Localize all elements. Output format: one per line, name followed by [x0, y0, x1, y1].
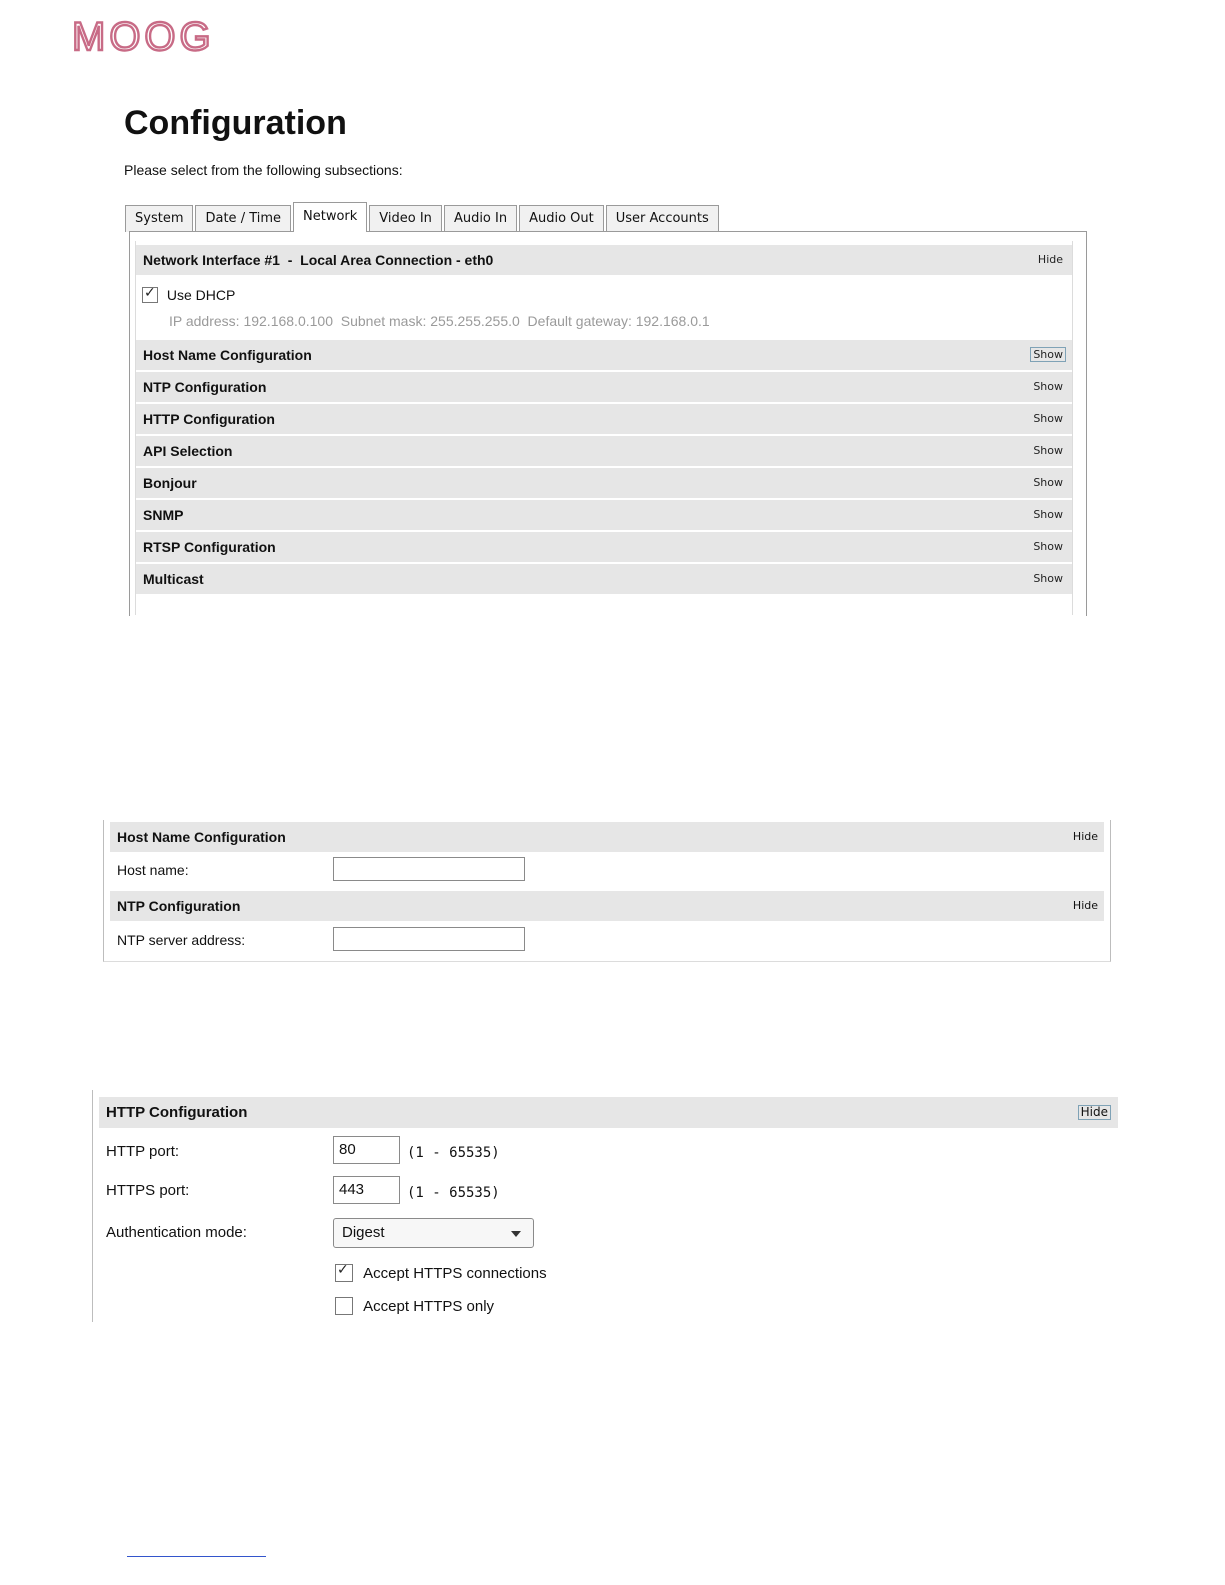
- http-port-label: HTTP port:: [106, 1143, 180, 1160]
- page-title: Configuration: [124, 104, 347, 142]
- section-bonjour[interactable]: [136, 468, 1072, 498]
- section-rtsp[interactable]: [136, 532, 1072, 562]
- section-multicast[interactable]: [136, 564, 1072, 594]
- section-title: SNMP: [143, 507, 184, 523]
- hide-link[interactable]: Hide: [1037, 253, 1063, 266]
- section-title: Host Name Configuration: [117, 829, 286, 845]
- section-title: HTTP Configuration: [106, 1104, 248, 1121]
- tab-audio-in[interactable]: Audio In: [444, 205, 517, 232]
- section-snmp[interactable]: [136, 500, 1072, 530]
- chevron-down-icon: [511, 1231, 521, 1237]
- use-dhcp-checkbox[interactable]: [142, 287, 158, 303]
- section-title: RTSP Configuration: [143, 539, 276, 555]
- page-subtitle: Please select from the following subsections:: [124, 162, 403, 178]
- http-port-input[interactable]: 80: [333, 1136, 400, 1164]
- section-ntp[interactable]: [136, 372, 1072, 402]
- http-config-panel: [92, 1090, 1123, 1322]
- section-title: Network Interface #1 - Local Area Connection - eth0: [143, 252, 494, 268]
- section-ntp-expanded: [110, 891, 1104, 921]
- section-host-name-expanded: [110, 822, 1104, 852]
- show-link[interactable]: Show: [1033, 508, 1063, 521]
- hide-link[interactable]: Hide: [1072, 899, 1098, 912]
- show-link[interactable]: Show: [1033, 444, 1063, 457]
- section-http[interactable]: [136, 404, 1072, 434]
- ntp-server-label: NTP server address:: [117, 932, 246, 948]
- section-title: NTP Configuration: [143, 379, 267, 395]
- auth-mode-label: Authentication mode:: [106, 1224, 247, 1241]
- section-host-name[interactable]: [136, 340, 1072, 370]
- section-api-selection[interactable]: [136, 436, 1072, 466]
- section-network-interface: [136, 245, 1072, 275]
- network-sections: [135, 241, 1073, 615]
- show-link[interactable]: Show: [1033, 572, 1063, 585]
- https-port-label: HTTPS port:: [106, 1182, 190, 1199]
- host-ntp-panel: [103, 820, 1111, 962]
- tab-user-accounts[interactable]: User Accounts: [606, 205, 719, 232]
- tab-system[interactable]: System: [125, 205, 193, 232]
- https-only-label: Accept HTTPS only: [363, 1297, 495, 1315]
- https-only-checkbox[interactable]: [335, 1297, 353, 1315]
- show-link[interactable]: Show: [1030, 347, 1066, 362]
- tab-date-time[interactable]: Date / Time: [195, 205, 291, 232]
- host-name-label: Host name:: [117, 862, 189, 878]
- use-dhcp-label: Use DHCP: [166, 287, 236, 304]
- auth-mode-value: Digest: [342, 1224, 385, 1241]
- network-panel: [129, 231, 1087, 616]
- footer-divider: [127, 1556, 266, 1557]
- https-port-range: (1 - 65535): [407, 1185, 500, 1201]
- show-link[interactable]: Show: [1033, 380, 1063, 393]
- tab-video-in[interactable]: Video In: [369, 205, 442, 232]
- http-port-range: (1 - 65535): [407, 1145, 500, 1161]
- hide-link[interactable]: Hide: [1078, 1105, 1111, 1120]
- show-link[interactable]: Show: [1033, 476, 1063, 489]
- section-title: Bonjour: [143, 475, 197, 491]
- section-http-expanded: [99, 1097, 1118, 1128]
- section-title: API Selection: [143, 443, 233, 459]
- section-title: NTP Configuration: [117, 898, 241, 914]
- section-title: HTTP Configuration: [143, 411, 275, 427]
- tab-bar: [125, 203, 721, 232]
- accept-https-row: [335, 1264, 547, 1282]
- ip-info-text: IP address: 192.168.0.100 Subnet mask: 255.255.255.0 Default gateway: 192.168.0.1: [169, 313, 710, 329]
- section-title: Multicast: [143, 571, 204, 587]
- https-only-row: [335, 1297, 494, 1315]
- auth-mode-select[interactable]: [333, 1218, 534, 1248]
- tab-audio-out[interactable]: Audio Out: [519, 205, 604, 232]
- accept-https-checkbox[interactable]: [335, 1264, 353, 1282]
- use-dhcp-row: [142, 286, 235, 303]
- show-link[interactable]: Show: [1033, 540, 1063, 553]
- host-name-input[interactable]: [333, 857, 525, 881]
- tab-network[interactable]: Network: [293, 202, 367, 232]
- section-title: Host Name Configuration: [143, 347, 312, 363]
- moog-logo: MOOG: [72, 15, 215, 59]
- ntp-server-input[interactable]: [333, 927, 525, 951]
- accept-https-label: Accept HTTPS connections: [363, 1264, 547, 1282]
- hide-link[interactable]: Hide: [1072, 830, 1098, 843]
- https-port-input[interactable]: 443: [333, 1176, 400, 1204]
- show-link[interactable]: Show: [1033, 412, 1063, 425]
